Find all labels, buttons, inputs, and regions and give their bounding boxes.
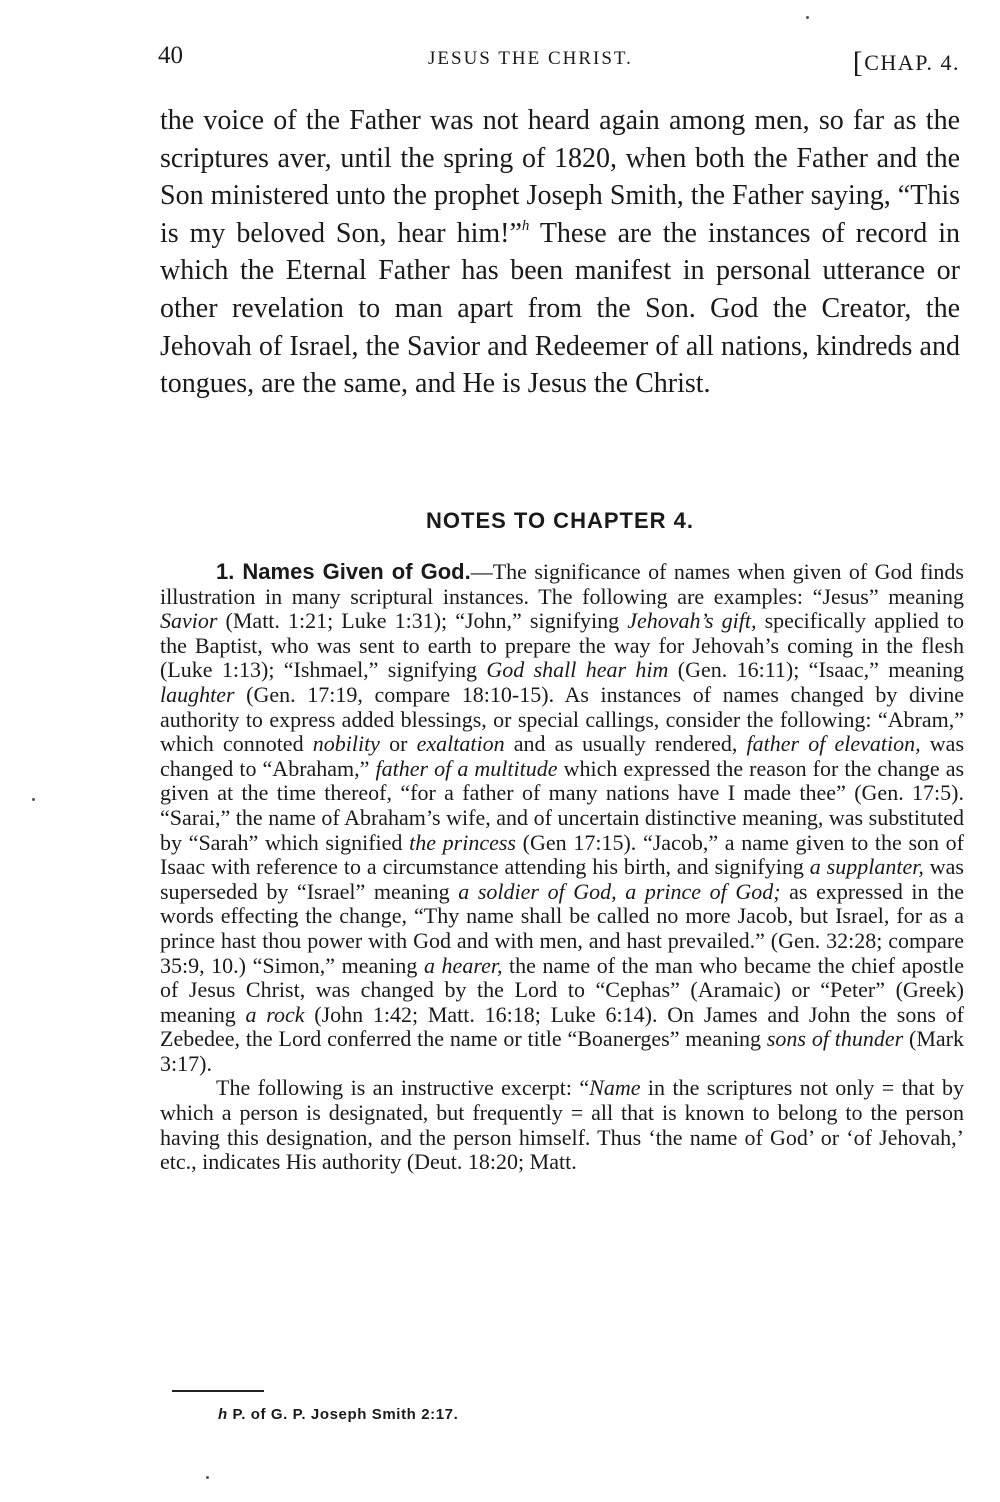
note-text: (Gen. 16:11); “Isaac,” meaning bbox=[668, 657, 964, 683]
running-head bbox=[158, 42, 960, 78]
footnote-rule bbox=[172, 1390, 264, 1392]
note-italic: nobility bbox=[312, 731, 380, 757]
note-italic: a rock bbox=[245, 1001, 305, 1027]
note-text: (John 1:42; Matt. 16:18; Luke 6:14). On James and John the sons of Zebedee, the Lord conferred the name or title “Boanerges” meaning bbox=[160, 1001, 964, 1052]
note-text: (Gen. 17:19, compare 18:10-15). As instances of names changed by divine authority to express added blessings, or special callings, consider the following: “Abram,” which connoted bbox=[160, 681, 964, 757]
note-italic: Savior bbox=[160, 608, 218, 634]
footnote-marker: h bbox=[218, 1406, 228, 1423]
note-text: in the scriptures not only = that by which a person is designated, but frequently = all that is known to belong to the person having this designation, and the person himself. Thus ‘the name of God’ or ‘of Jehovah,’ etc., indicates His authority (Deut. 18:20; Matt. bbox=[160, 1075, 965, 1175]
chapter-label bbox=[853, 44, 960, 78]
note-italic: sons of thunder bbox=[766, 1026, 904, 1052]
note-1-paragraph bbox=[160, 560, 964, 1076]
note-text: (Matt. 1:21; Luke 1:31); “John,” signifying bbox=[217, 608, 628, 634]
note-text: (Mark 3:17). bbox=[160, 1026, 964, 1076]
note-text: as expressed in the words effecting the change, “Thy name shall be called no more Jacob, but Israel, for as a prince hast thou power with God and with men, and hast prevailed.” (Gen. 32:28; compare 35:9, 10.) “Simon,” meaning bbox=[160, 878, 964, 978]
footnote-reference: h bbox=[521, 217, 530, 234]
note-text: —The significance of names when given of God finds illustration in many scriptural instances. The following are examples: “Jesus” meaning bbox=[160, 559, 964, 609]
note-text: and as usually rendered, bbox=[504, 731, 747, 757]
note-1-lead: 1. Names Given of God. bbox=[216, 559, 471, 584]
note-italic: Name bbox=[589, 1075, 641, 1101]
note-italic: exaltation bbox=[416, 731, 505, 757]
main-paragraph-part1: the voice of the Father was not heard again among men, so far as the scriptures aver, until the spring of 1820, when both the Father and the Son ministered unto the prophet Joseph Smith, the Father saying, “This is my beloved Son, hear him!” bbox=[160, 105, 960, 249]
note-excerpt-paragraph bbox=[160, 1076, 964, 1174]
note-italic: father of elevation, bbox=[746, 731, 921, 757]
footnote-text: P. of G. P. Joseph Smith 2:17. bbox=[227, 1406, 459, 1423]
chapter-bracket: [ bbox=[852, 46, 865, 79]
note-italic: a supplanter, bbox=[809, 854, 924, 880]
note-italic: a hearer, bbox=[423, 952, 503, 978]
note-italic: Jehovah’s gift, bbox=[627, 608, 757, 634]
note-italic: the princess bbox=[409, 829, 516, 855]
note-text: or bbox=[379, 731, 417, 757]
main-paragraph bbox=[160, 102, 960, 403]
main-paragraph-part2: These are the instances of record in which the Eternal Father has been manifest in personal utterance or other revelation to man apart from the Son. God the Creator, the Jehovah of Israel, the Savior and Redeemer of all nations, kindreds and tongues, are the same, and He is Jesus the Christ. bbox=[160, 217, 960, 400]
note-text: which expressed the reason for the change as given at the time thereof, “for a father of many nations have I made thee” (Gen. 17:5). “Sarai,” the name of Abraham’s wife, and of uncertain distinctive meaning, was substituted by “Sarah” which signified bbox=[160, 755, 965, 855]
note-italic: a soldier of God, a prince of God; bbox=[458, 878, 781, 904]
scan-speck bbox=[206, 1476, 209, 1479]
notes-section bbox=[160, 560, 964, 1175]
note-italic: God shall hear him bbox=[486, 657, 669, 683]
scan-speck bbox=[32, 798, 35, 801]
chapter-text: CHAP. 4. bbox=[864, 50, 960, 75]
footnote bbox=[218, 1406, 458, 1423]
note-text: The following is an instructive excerpt: “ bbox=[216, 1075, 590, 1101]
note-text: the name of the man who became the chief apostle of Jesus Christ, was changed by the Lord to “Cephas” (Aramaic) or “Peter” (Greek) meaning bbox=[160, 952, 965, 1027]
running-title: JESUS THE CHRIST. bbox=[428, 48, 633, 69]
note-italic: laughter bbox=[160, 681, 235, 707]
note-text: (Gen 17:15). “Jacob,” a name given to the son of Isaac with reference to a circumstance attending his birth, and signifying bbox=[160, 829, 965, 880]
note-text: was changed to “Abraham,” bbox=[160, 731, 965, 781]
scan-speck bbox=[806, 16, 809, 19]
note-text: specifically applied to the Baptist, who was sent to earth to prepare the way for Jehovah’s coming in the flesh (Luke 1:13); “Ishmael,” signifying bbox=[160, 608, 965, 683]
note-italic: father of a multitude bbox=[375, 755, 558, 781]
notes-heading: NOTES TO CHAPTER 4. bbox=[426, 508, 694, 533]
page-number: 40 bbox=[158, 42, 183, 69]
note-text: was superseded by “Israel” meaning bbox=[160, 854, 964, 904]
